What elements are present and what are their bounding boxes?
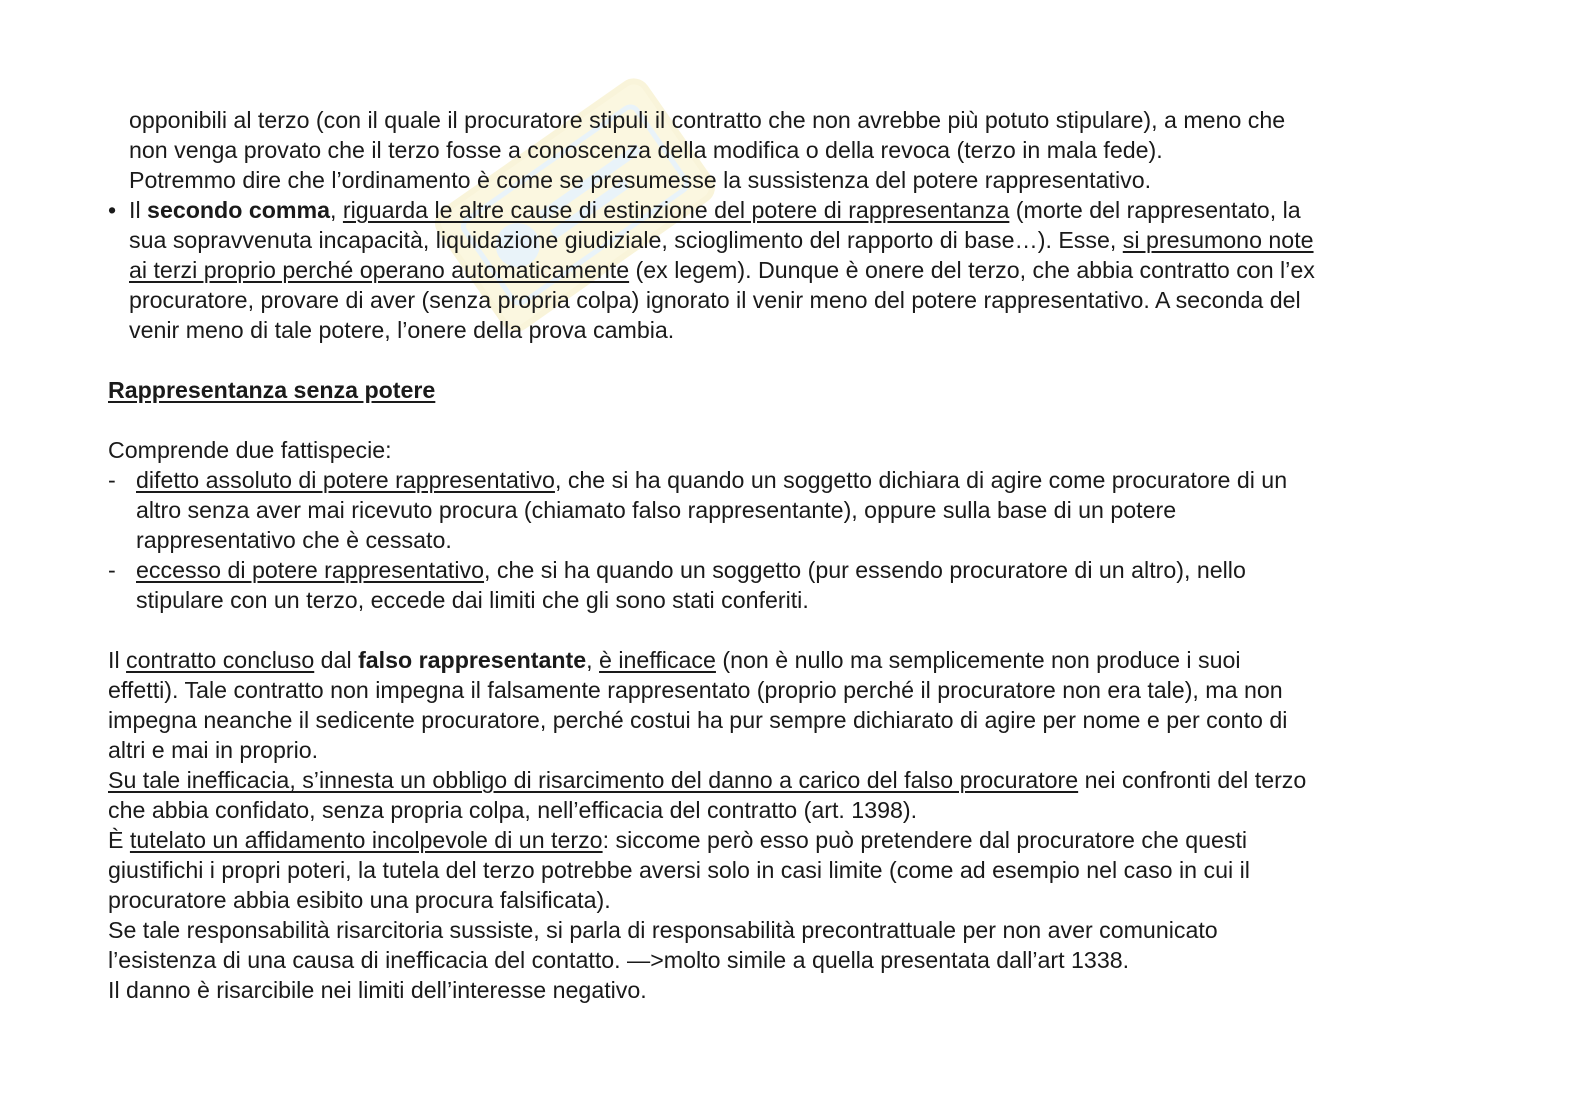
text-run: È <box>108 827 130 853</box>
underlined-phrase: riguarda le altre cause di estinzione del potere di rappresentanza <box>342 197 1010 223</box>
text-run: , che si ha quando un soggetto (pur essendo procuratore di un altro), nello <box>484 557 1246 583</box>
spacer <box>108 615 1488 645</box>
body-paragraph <box>108 645 1488 1005</box>
text-line <box>108 825 1488 855</box>
document-content <box>108 105 1488 1005</box>
text-line: stipulare con un terzo, eccede dai limiti che gli sono stati conferiti. <box>136 587 809 613</box>
text-line: altro senza aver mai ricevuto procura (chiamato falso rappresentante), oppure sulla base di un potere <box>136 497 1177 523</box>
bullet-item-secondo-comma <box>108 195 1488 345</box>
text-line: che abbia confidato, senza propria colpa, nell’efficacia del contratto (art. 1398). <box>108 797 918 823</box>
text-line: procuratore, provare di aver (senza propria colpa) ignorato il venir meno del potere rappresentativo. A seconda del <box>129 287 1301 313</box>
text-run: (morte del rappresentato, la <box>1009 197 1301 223</box>
text-line: Se tale responsabilità risarcitoria sussiste, si parla di responsabilità precontrattuale per non aver comunicato <box>108 917 1218 943</box>
text-run: dal <box>314 647 359 673</box>
text-line: Potremmo dire che l’ordinamento è come se presumesse la sussistenza del potere rappresentativo. <box>129 167 1152 193</box>
dash-icon: - <box>108 557 116 583</box>
text-line: altri e mai in proprio. <box>108 737 319 763</box>
dash-item-eccesso <box>108 555 1488 615</box>
bold-term: secondo comma <box>147 197 331 223</box>
underlined-phrase: eccesso di potere rappresentativo <box>136 557 485 583</box>
text-line <box>136 555 1488 585</box>
text-run: nei confronti del terzo <box>1078 767 1307 793</box>
text-line <box>129 195 1488 225</box>
text-line: non venga provato che il terzo fosse a conoscenza della modifica o della revoca (terzo in mala fede). <box>129 137 1163 163</box>
fattispecie-intro: Comprende due fattispecie: <box>108 437 392 463</box>
bold-term: falso rappresentante <box>358 647 587 673</box>
spacer <box>108 345 1488 375</box>
spacer <box>108 405 1488 435</box>
intro-paragraph <box>108 105 1488 195</box>
text-run: Il <box>129 197 148 223</box>
text-run: , <box>586 647 600 673</box>
text-line: opponibili al terzo (con il quale il procuratore stipuli il contratto che non avrebbe più potuto stipulare), a meno che <box>129 107 1286 133</box>
underlined-phrase: Su tale inefficacia, s’innesta un obbligo di risarcimento del danno a carico del falso procuratore <box>108 767 1079 793</box>
text-line <box>129 225 1488 255</box>
text-run: , <box>330 197 343 223</box>
text-line <box>108 765 1488 795</box>
underlined-phrase: difetto assoluto di potere rappresentativo <box>136 467 555 493</box>
text-line: effetti). Tale contratto non impegna il falsamente rappresentato (proprio perché il procuratore non era tale), ma non <box>108 677 1283 703</box>
dash-icon: - <box>108 467 116 493</box>
text-run: , che si ha quando un soggetto dichiara di agire come procuratore di un <box>554 467 1288 493</box>
text-line: impegna neanche il sedicente procuratore, perché costui ha pur sempre dichiarato di agire per nome e per conto di <box>108 707 1288 733</box>
text-line: procuratore abbia esibito una procura falsificata). <box>108 887 611 913</box>
text-run: (non è nullo ma semplicemente non produce i suoi <box>715 647 1241 673</box>
text-run: sua sopravvenuta incapacità, liquidazione giudiziale, scioglimento del rapporto di base…). Esse, <box>129 227 1123 253</box>
text-line <box>108 645 1488 675</box>
text-line: Il danno è risarcibile nei limiti dell’interesse negativo. <box>108 977 647 1003</box>
underlined-phrase: è inefficace <box>599 647 716 673</box>
underlined-phrase: si presumono note <box>1122 227 1314 253</box>
text-line <box>129 255 1488 285</box>
section-heading: Rappresentanza senza potere <box>108 377 436 403</box>
text-run: (ex legem). Dunque è onere del terzo, che abbia contratto con l’ex <box>629 257 1315 283</box>
dash-item-difetto <box>108 465 1488 555</box>
underlined-phrase: ai terzi proprio perché operano automaticamente <box>129 257 630 283</box>
text-run: : siccome però esso può pretendere dal procuratore che questi <box>602 827 1248 853</box>
text-line <box>136 465 1488 495</box>
text-run: Il <box>108 647 127 673</box>
text-line: venir meno di tale potere, l’onere della prova cambia. <box>129 317 675 343</box>
bullet-icon: • <box>108 197 117 223</box>
underlined-phrase: tutelato un affidamento incolpevole di un terzo <box>129 827 603 853</box>
text-line: giustifichi i propri poteri, la tutela del terzo potrebbe aversi solo in casi limite (come ad esempio nel caso in cui il <box>108 857 1250 883</box>
text-line: l’esistenza di una causa di inefficacia del contatto. —>molto simile a quella presentata dall’art 1338. <box>108 947 1130 973</box>
text-line: rappresentativo che è cessato. <box>136 527 452 553</box>
underlined-phrase: contratto concluso <box>126 647 315 673</box>
